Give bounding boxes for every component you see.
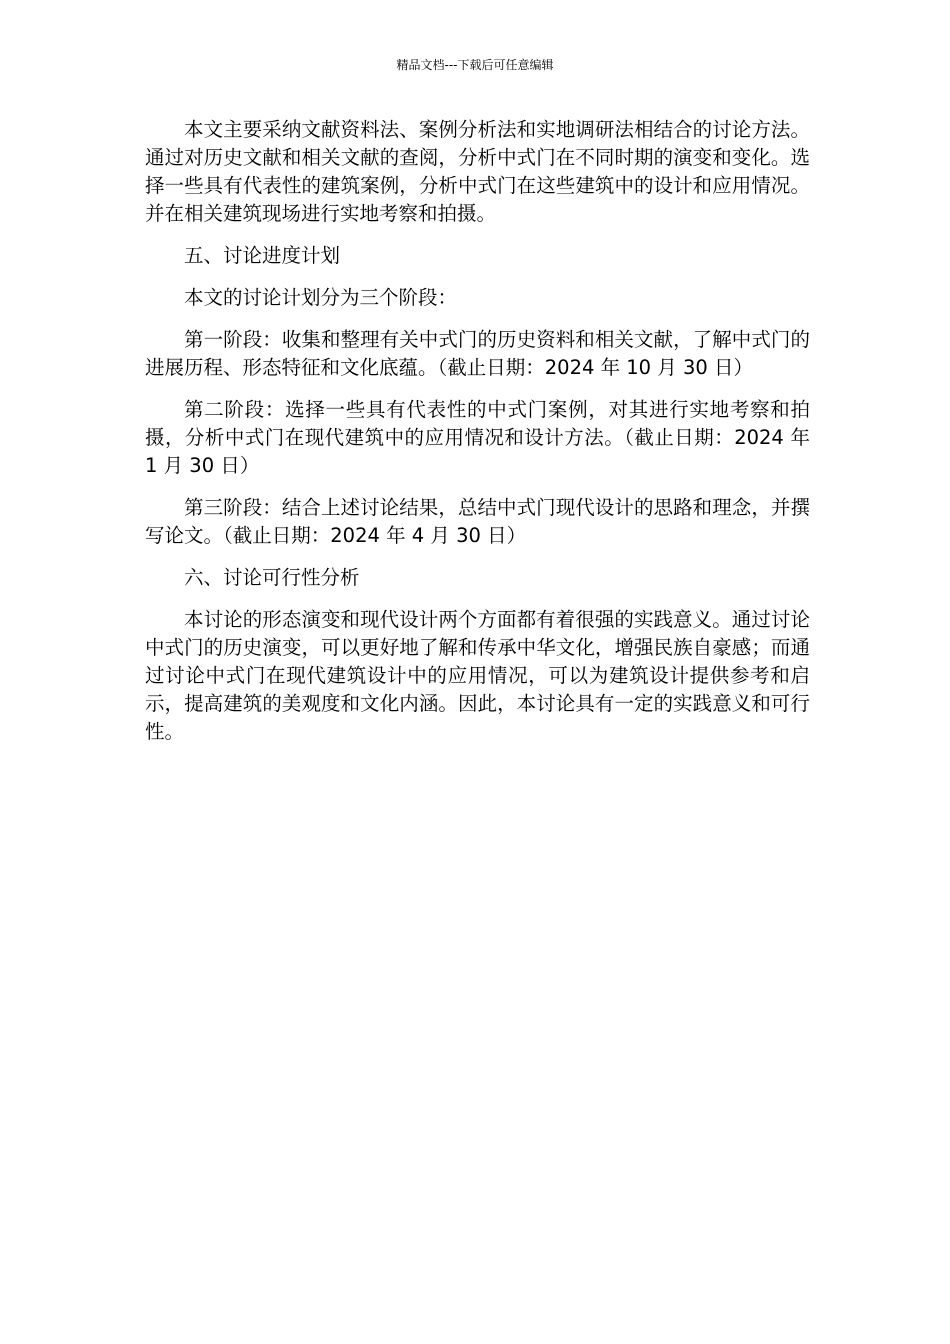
page-header: 精品文档---下载后可任意编辑: [396, 58, 554, 72]
paragraph-stage-two: 第二阶段：选择一些具有代表性的中式门案例，对其进行实地考察和拍摄，分析中式门在现代建筑中的应用情况和设计方法。（截止日期：2024 年 1 月 30 日）: [145, 398, 810, 477]
paragraph-stage-one: 第一阶段：收集和整理有关中式门的历史资料和相关文献，了解中式门的进展历程、形态特征和文化底蕴。（截止日期：2024 年 10 月 30 日）: [145, 328, 810, 379]
paragraph-feasibility: 本讨论的形态演变和现代设计两个方面都有着很强的实践意义。通过讨论中式门的历史演变，可以更好地了解和传承中华文化，增强民族自豪感；而通过讨论中式门在现代建筑设计中的应用情况，可以为建筑设计提供参考和启示，提高建筑的美观度和文化内涵。因此，本讨论具有一定的实践意义和可行性。: [145, 608, 810, 743]
section-heading-feasibility: 六、讨论可行性分析: [184, 566, 360, 589]
document-body: [145, 116, 810, 760]
paragraph-stage-three: 第三阶段：结合上述讨论结果，总结中式门现代设计的思路和理念，并撰写论文。（截止日期：2024 年 4 月 30 日）: [145, 496, 810, 547]
paragraph-schedule-intro: 本文的讨论计划分为三个阶段：: [184, 286, 458, 309]
paragraph-methods: 本文主要采纳文献资料法、案例分析法和实地调研法相结合的讨论方法。通过对历史文献和相关文献的查阅，分析中式门在不同时期的演变和变化。选择一些具有代表性的建筑案例，分析中式门在这些建筑中的设计和应用情况。并在相关建筑现场进行实地考察和拍摄。: [145, 118, 810, 225]
section-heading-schedule: 五、讨论进度计划: [184, 244, 341, 267]
